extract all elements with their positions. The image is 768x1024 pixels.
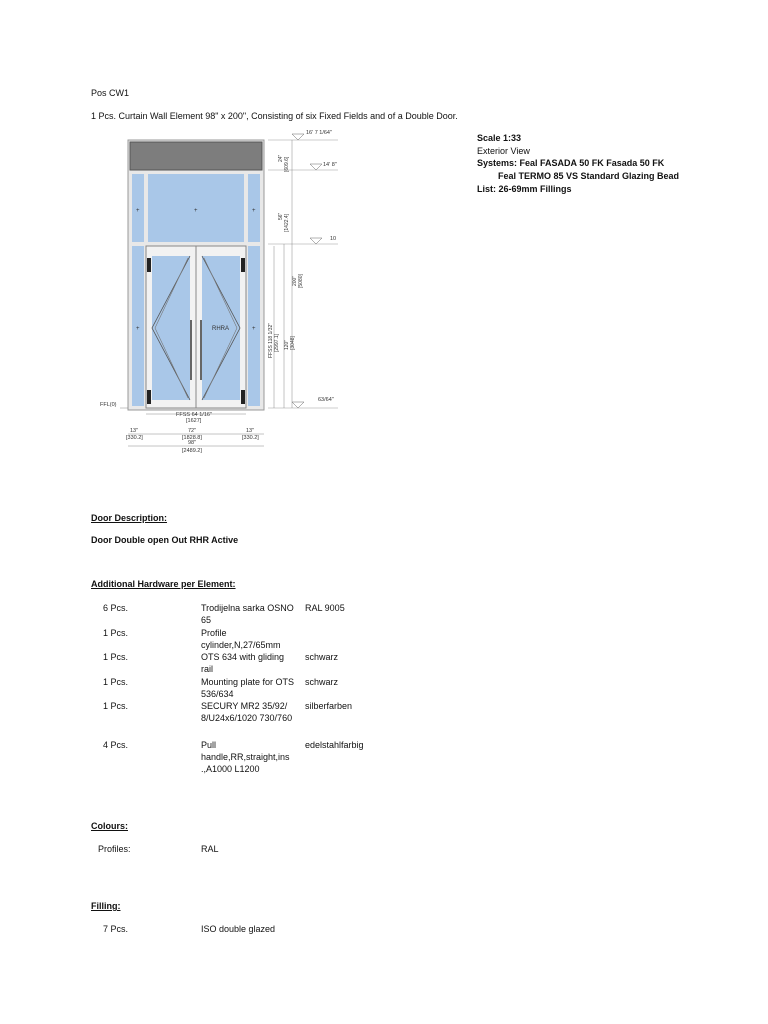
view-label: Exterior View bbox=[477, 146, 530, 156]
colours-value: RAL bbox=[201, 844, 219, 854]
dim-98: 98" bbox=[188, 440, 197, 446]
hardware-note: RAL 9005 bbox=[305, 603, 345, 613]
dim-200: 200" bbox=[292, 275, 298, 286]
hinge bbox=[241, 390, 245, 404]
position-title: Pos CW1 bbox=[91, 88, 130, 98]
systems-label-2: Feal TERMO 85 VS Standard Glazing Bead bbox=[498, 171, 680, 181]
dim-120-mm: [3048] bbox=[290, 336, 296, 350]
dim-13-left-mm: [330.2] bbox=[126, 435, 143, 441]
dim-24: 24" bbox=[278, 154, 284, 162]
level-3: 10 bbox=[330, 236, 337, 242]
hardware-note: schwarz bbox=[305, 652, 339, 662]
dim-13-right-mm: [330.2] bbox=[242, 435, 259, 441]
ffl-label: FFL(0) bbox=[100, 402, 117, 408]
transom-panel bbox=[130, 142, 262, 170]
fixed-field-mark: + bbox=[252, 326, 256, 332]
dim-56: 56" bbox=[278, 212, 284, 220]
fixed-field-mark: + bbox=[194, 208, 198, 214]
dim-24-mm: [609.6] bbox=[284, 156, 290, 172]
filling-qty: 7 Pcs. bbox=[103, 924, 129, 934]
hardware-qty: 6 Pcs. bbox=[103, 603, 129, 613]
door-label: RHRA bbox=[212, 326, 230, 332]
hardware-qty: 1 Pcs. bbox=[103, 677, 129, 687]
colours-label: Profiles: bbox=[98, 844, 131, 854]
hardware-item: SECURY MR2 35/92/ 8/U24x6/1020 730/760 bbox=[201, 701, 293, 723]
hardware-item: Pull handle,RR,straight,ins .,A1000 L1200 bbox=[201, 740, 290, 774]
hardware-item: Trodijelna sarka OSNO 65 bbox=[201, 603, 294, 625]
ffss-width-mm: [1627] bbox=[186, 418, 202, 424]
fixed-field-mark: + bbox=[136, 208, 140, 214]
elevation-drawing bbox=[100, 128, 358, 458]
dim-72-mm: [1828.8] bbox=[182, 435, 202, 441]
hinge bbox=[241, 258, 245, 272]
dim-13-right: 13" bbox=[246, 428, 255, 434]
dim-13-left: 13" bbox=[130, 428, 139, 434]
hardware-heading: Additional Hardware per Element: bbox=[91, 579, 236, 589]
dim-98-mm: [2489.2] bbox=[182, 448, 202, 454]
hardware-qty: 1 Pcs. bbox=[103, 628, 129, 638]
ffss-height-mm: [2997.1] bbox=[274, 333, 280, 352]
hardware-qty: 4 Pcs. bbox=[103, 740, 129, 750]
left-handle bbox=[190, 320, 192, 380]
colours-heading: Colours: bbox=[91, 821, 128, 831]
filling-value: ISO double glazed bbox=[201, 924, 276, 934]
hardware-item: Profile cylinder,N,27/65mm bbox=[201, 628, 281, 650]
level-2: 14' 8" bbox=[323, 162, 337, 168]
hardware-qty: 1 Pcs. bbox=[103, 701, 129, 711]
scale-label: Scale 1:33 bbox=[477, 133, 522, 143]
list-label: List: 26-69mm Fillings bbox=[477, 184, 572, 194]
hardware-qty: 1 Pcs. bbox=[103, 652, 129, 662]
ffss-width: FFSS 64 1/16" bbox=[176, 412, 212, 418]
dim-200-mm: [5080] bbox=[298, 274, 304, 288]
element-description: 1 Pcs. Curtain Wall Element 98" x 200", Consisting of six Fixed Fields and of a Double Door. bbox=[91, 111, 458, 121]
left-door-glass bbox=[152, 256, 190, 400]
fixed-field-mark: + bbox=[252, 208, 256, 214]
door-description-heading: Door Description: bbox=[91, 513, 168, 523]
systems-label: Systems: Feal FASADA 50 FK Fasada 50 FK bbox=[477, 158, 665, 168]
hinge bbox=[147, 390, 151, 404]
dim-56-mm: [1422.4] bbox=[284, 213, 290, 232]
door-description-text: Door Double open Out RHR Active bbox=[91, 535, 239, 545]
hardware-note: edelstahlfarbig bbox=[305, 740, 364, 750]
level-top: 16' 7 1/64" bbox=[306, 130, 332, 136]
level-bottom: 63/64" bbox=[318, 397, 334, 403]
hinge bbox=[147, 258, 151, 272]
hardware-note: silberfarben bbox=[305, 701, 353, 711]
hardware-item: OTS 634 with gliding rail bbox=[201, 652, 285, 674]
dim-72: 72" bbox=[188, 428, 197, 434]
fixed-field-mark: + bbox=[136, 326, 140, 332]
hardware-item: Mounting plate for OTS 536/634 bbox=[201, 677, 295, 699]
hardware-note: schwarz bbox=[305, 677, 339, 687]
right-handle bbox=[200, 320, 202, 380]
dim-120: 120" bbox=[284, 339, 290, 350]
filling-heading: Filling: bbox=[91, 901, 121, 911]
ffss-height: FFSS 118 1/32" bbox=[268, 322, 274, 358]
